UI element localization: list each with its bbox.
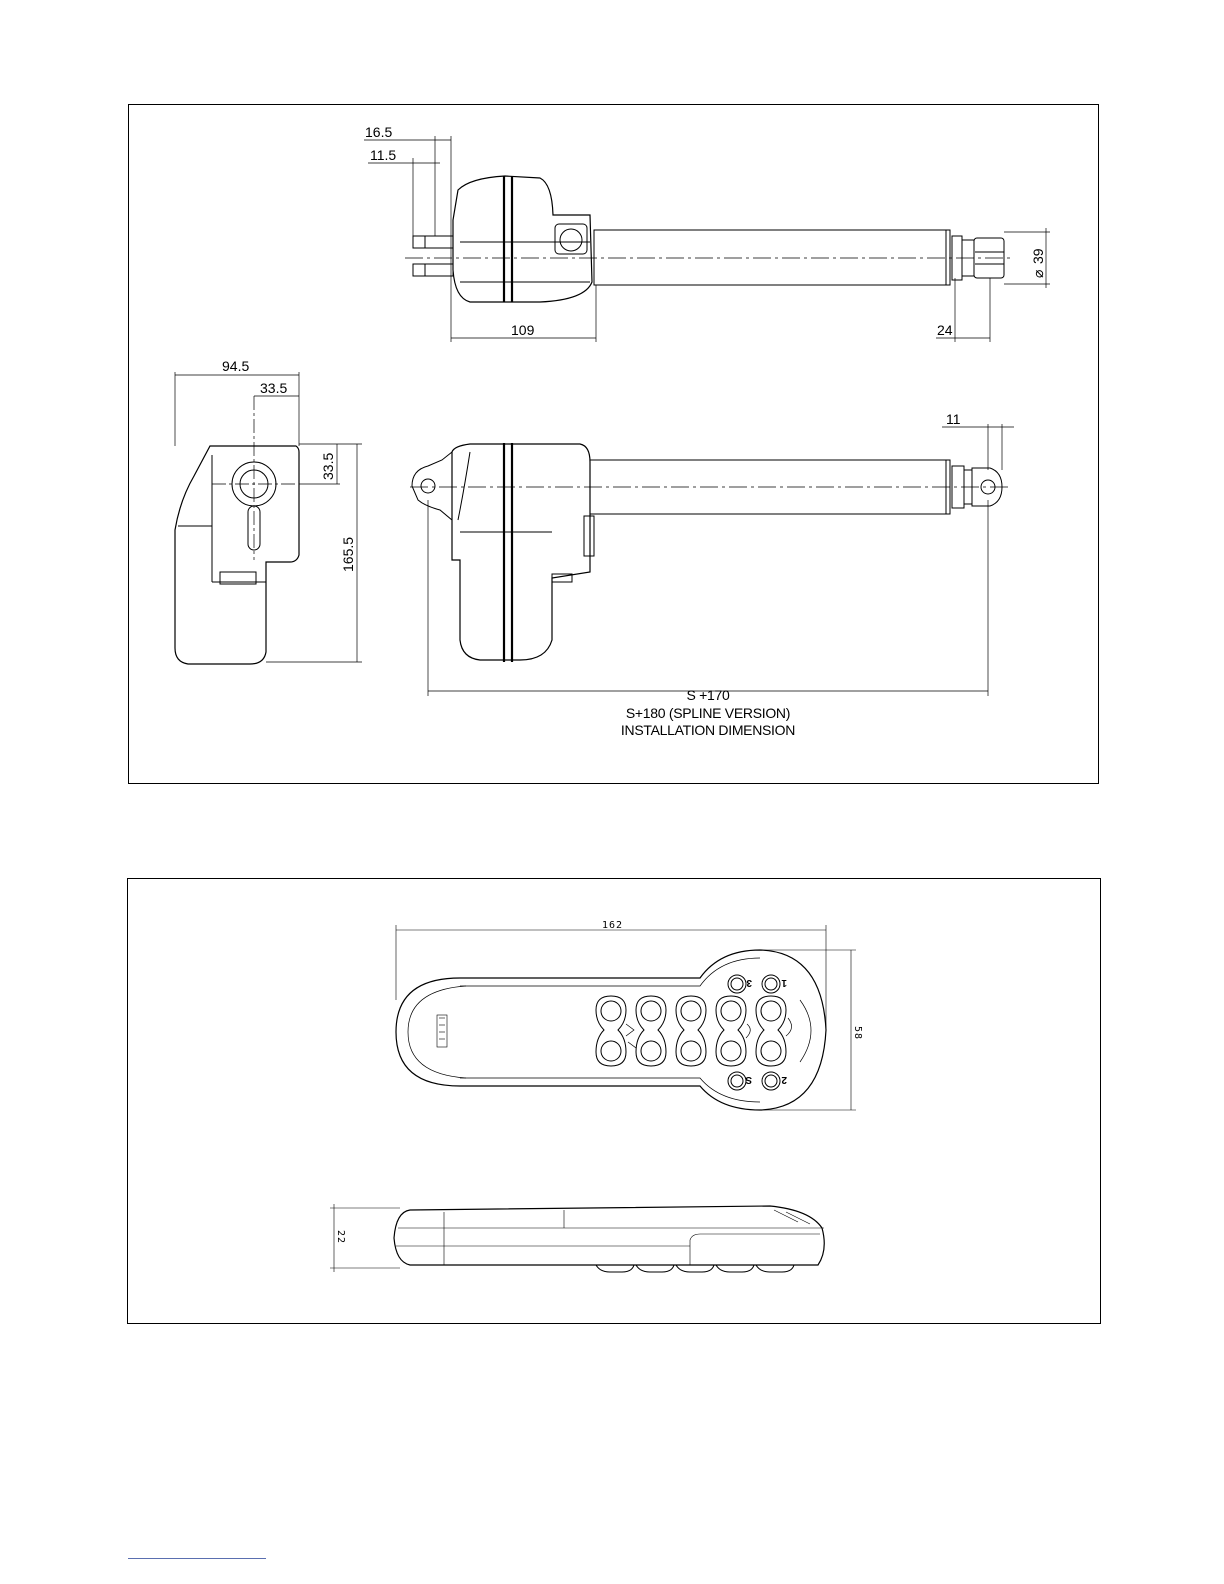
dim-165-5: 165.5 (340, 536, 356, 572)
dim-diameter-symbol: ⌀ (1030, 269, 1046, 278)
handset-rocker-buttons (596, 996, 792, 1066)
handset-memory-buttons (728, 975, 780, 1090)
installation-dim-line2: S+180 (SPLINE VERSION) (625, 705, 791, 721)
dim-58: 58 (852, 1026, 863, 1041)
dim-16-5: 16.5 (365, 124, 393, 140)
dim-11: 11 (946, 411, 961, 427)
button-label-3: 3 (746, 977, 752, 988)
button-label-2: 2 (781, 1074, 787, 1085)
dim-33-5-side: 33.5 (320, 452, 336, 480)
button-label-s: S (745, 1074, 752, 1085)
installation-dim-line1: S +170 (686, 687, 730, 703)
handset-side-view (330, 1204, 824, 1272)
button-label-1: 1 (781, 977, 787, 988)
dim-94-5: 94.5 (222, 358, 250, 374)
dim-109: 109 (511, 322, 535, 338)
dim-22: 22 (335, 1230, 346, 1245)
installation-dim-line3: INSTALLATION DIMENSION (620, 722, 796, 738)
dim-39: 39 (1030, 248, 1046, 264)
dim-11-5: 11.5 (370, 147, 397, 163)
dim-24: 24 (937, 322, 953, 338)
dim-162: 162 (602, 920, 624, 931)
footer-rule (128, 1558, 266, 1559)
dim-33-5-top: 33.5 (260, 380, 288, 396)
